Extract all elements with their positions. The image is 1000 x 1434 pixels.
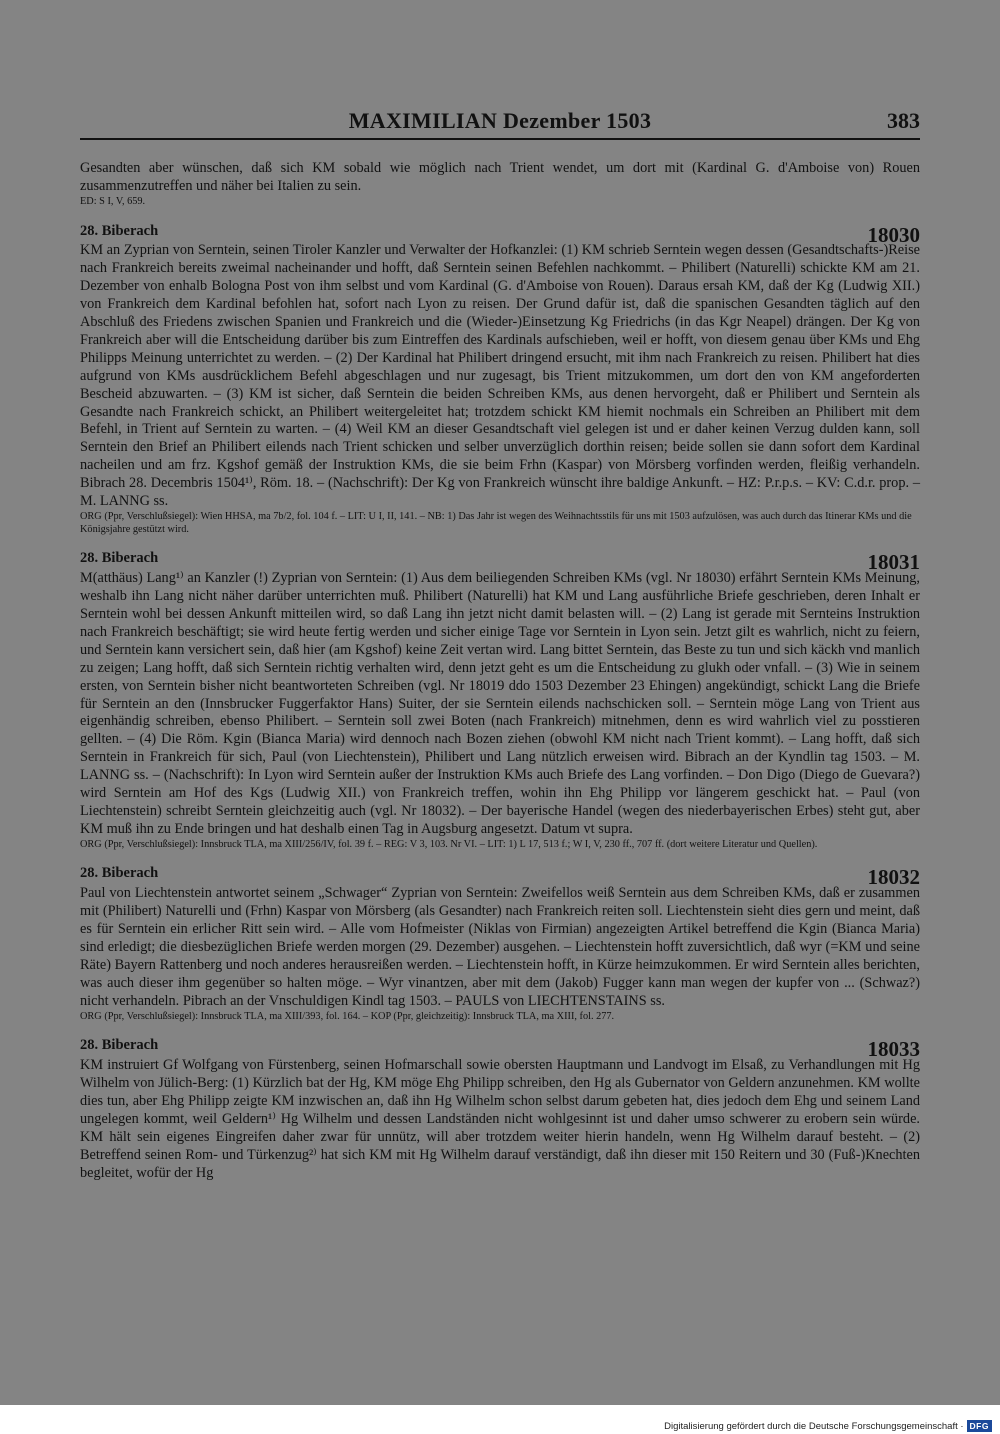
- entry-number: 18033: [867, 1037, 920, 1062]
- page-number: 383: [887, 108, 920, 133]
- entry-place-date: 28. Biberach: [80, 550, 159, 567]
- entry-text: Paul von Liechtenstein antwortet seinem „Schwager“ Zyprian von Serntein: Zweifellos weiß Serntein aus dem Schreiben KMs, daß er zusammen mit (Philibert) Naturelli und (Frhn) Kaspar von Mörsberg (als Gesandter) nach Frankreich reiten soll. Liechtenstein sieht dies gern und meint, daß es für Serntein ein erlicher Ritt sein wird. – Alle vom Hofmeister (Niklas von Firmian) angezeigten Artikel betreffend die Kgin (Bianca Maria) sind erledigt; die diesbezüglichen Briefe werden morgen (29. Dezember) ausgehen. – Liechtenstein hofft zuversichtlich, daß wyr (=KM und seine Räte) Bayern Rattenberg und noch anderes herausreißen werden. – Liechtenstein hofft, in Kürze heimzukommen. Er wird Serntein alles berichten, was auch dieser ihm gegenüber so halten möge. – Wyr vinantzen, aber mit dem (Jakob) Fugger kann man wegen der kupfer von ... (Schwaz?) nicht verhandeln. Pibrach an der Vnschuldigen Kindl tag 1503. – PAULS von LIECHTENSTAINS ss.: [80, 885, 920, 1009]
- dfg-logo-icon: DFG: [967, 1420, 992, 1432]
- entry-source: ORG (Ppr, Verschlußsiegel): Innsbruck TLA, ma XIII/393, fol. 164. – KOP (Ppr, gleichzeitig): Innsbruck TLA, ma XIII, fol. 277.: [80, 1010, 615, 1022]
- entry-heading: [80, 1035, 920, 1062]
- entry-heading: [80, 220, 920, 247]
- entry-place-date: 28. Biberach: [80, 1037, 159, 1054]
- entry-text: KM an Zyprian von Serntein, seinen Tiroler Kanzler und Verwalter der Hofkanzlei: (1) KM schrieb Serntein wegen dessen (Gesandtschafts-)Reise nach Frankreich bereits zweimal nacheinander und hofft, daß Serntein seinen Befehlen nachkommt. – Philibert (Naturelli) schickte KM am 21. Dezember von enhalb Bologna Post von ihm selbst und vom Kardinal (G. d'Amboise von Rouen). Daraus ersah KM, daß der Kg (Ludwig XII.) von Frankreich dem Kardinal befohlen hat, sofort nach Lyon zu reisen. Der Grund dafür ist, daß die spanischen Gesandten täglich auf den Abschluß des Friedens zwischen Spanien und Frankreich und die (Wieder-)Einsetzung Kg Friedrichs (in das Kgr Neapel) drängen. Der Kg von Frankreich aber will die Entscheidung darüber bis zum Eintreffen des Kardinals aufschieben, weil er hofft, von diesem genau über KMs und Ehg Philipps Meinung unterrichtet zu werden. – (2) Der Kardinal hat Philibert dringend ersucht, mit ihm nach Frankreich zu reisen. Philibert hat dies aufgrund von KMs ausdrücklichem Befehl abgeschlagen und nur zugesagt, bis Trient mitzukommen, um dort den von KM angeforderten Bescheid abzuwarten. – (3) KM ist sicher, daß Serntein die beiden Schreiben KMs, aus denen hervorgeht, daß er Philibert und Serntein als Gesandte nach Frankreich schickt, an Philibert weitergeleitet hat; trotzdem schickt KM hiemit nochmals ein Schreiben an Philibert mit dem Befehl, in Trient auf Serntein zu warten. – (4) Weil KM an dieser Gesandtschaft viel gelegen ist und er daher keinen Verzug dulden kann, soll Serntein den Brief an Philibert eilends nach Trient schicken und selber unverzüglich dorthin reisen; beide sollen sie dann sofort dem Kardinal nacheilen und am frz. Kgshof gemäß der Instruktion KMs, die sie beim Frhn (Kaspar) von Mörsberg vorfinden werden, fleißig verhandeln. Bibrach 28. Decembris 1504¹⁾, Röm. 18. – (Nachschrift): Der Kg von Frankreich wünscht ihre baldige Ankunft. – HZ: P.r.p.s. – KV: C.d.r. prop. – M. LANNG ss.: [80, 242, 920, 510]
- running-title: MAXIMILIAN Dezember 1503: [348, 108, 652, 133]
- entry-18032: [80, 863, 920, 1023]
- entry-place-date: 28. Biberach: [80, 222, 159, 239]
- entry-18033: [80, 1035, 920, 1182]
- intro-paragraph: Gesandten aber wünschen, daß sich KM sobald wie möglich nach Trient wendet, um dort mit (Kardinal G. d'Amboise von) Rouen zusammenzutreffen und näher bei Italien zu sein.: [80, 160, 920, 194]
- entry-text: M(atthäus) Lang¹⁾ an Kanzler (!) Zyprian von Serntein: (1) Aus dem beiliegenden Schreiben KMs (vgl. Nr 18030) erfährt Serntein KMs Meinung, weshalb ihn Lang nicht näher darüber unterrichten muß. Philibert (Naturelli) hat KM und Lang ausführliche Briefe geschrieben, deren Inhalt er Serntein wohl bei dessen Ankunft mitteilen wird, so daß Lang ihn jetzt nicht damit belasten will. – (2) Lang ist gerade mit Sernteins Instruktion nach Frankreich beschäftigt; sie wird heute fertig werden und sicher einige Tage vor Serntein in Lyon sein. Jetzt gilt es wahrlich, nicht zu feiern, und Serntein kann versichert sein, daß hier (am Kgshof) keine Zeit vertan wird. Lang bittet Serntein, das Beste zu tun und sich käckh vnd manlich zu zeigen; Lang hofft, daß sich Serntein richtig verhalten wird, denn jetzt geht es um die Entscheidung zu glukh oder vnfall. – (3) Wie in seinem ersten, von Serntein bisher nicht beantworteten Schreiben (vgl. Nr 18019 ddo 1503 Dezember 23 Ehingen) angekündigt, schickt Lang die Briefe für Serntein an den (Innsbrucker Fuggerfaktor Hans) Suiter, der sie Serntein eilends nachschicken soll. – Serntein möge Lang von Trient aus eigenhändig schreiben, ebenso Philibert. – Serntein soll zwei Boten (nach Frankreich) mitnehmen, denn es wird wahrlich viel zu posstieren gellten. – (4) Die Röm. Kgin (Bianca Maria) wird dennoch nach Bozen ziehen (obwohl KM nicht nach Trient kommt). – Lang hofft, daß sich Serntein in Frankreich für sich, Paul (von Liechtenstein), Philibert und Lang nützlich erweisen wird. Bibrach an der Kyndlin tag 1503. – M. LANNG ss. – (Nachschrift): In Lyon wird Serntein außer der Instruktion KMs auch Briefe des Lang vorfinden. – Don Digo (Diego de Guevara?) wird Serntein am Hof des Kgs (Ludwig XII.) von Frankreich treffen, wohin ihn Ehg Philipp vor längerem geschickt hat. – Paul (von Liechtenstein) schreibt Serntein gleichzeitig auch (vgl. Nr 18032). – Der bayerische Handel (wegen des niederbayerischen Erbes) steht gut, aber KM muß ihn zu Ende bringen und hat deshalb einen Tag in Augsburg angesetzt. Datum vt supra.: [80, 570, 920, 837]
- entry-number: 18030: [867, 222, 920, 247]
- header-rule: [80, 138, 920, 140]
- entry-text: KM instruiert Gf Wolfgang von Fürstenberg, seinen Hofmarschall sowie obersten Hauptmann und Landvogt im Elsaß, zu Verhandlungen mit Hg Wilhelm von Jülich-Berg: (1) Kürzlich bat der Hg, KM möge Ehg Philipp schreiben, den Hg als Gubernator von Geldern anzunehmen. KM wollte dies tun, aber Ehg Philipp zeigte KM inzwischen an, daß ihn Hg Wilhelm schon selbst darum gebeten hat, dies jedoch dem Ehg und seinem Land ungelegen kommt, weil Geldern¹⁾ Hg Wilhelm und dessen Landständen nicht wohlgesinnt ist und daher umso schwerer zu erobern sein würde. KM hält sein eigenes Eingreifen daher zwar für unnütz, will aber trotzdem weiter hierin handeln, wenn Hg Wilhelm darauf besteht. – (2) Betreffend seinen Rom- und Türkenzug²⁾ hat sich KM mit Hg Wilhelm darauf verständigt, daß ihn dieser mit 150 Reitern und 30 (Fuß-)Knechten begleitet, wofür der Hg: [80, 1057, 920, 1181]
- entry-18031: [80, 548, 920, 851]
- entry-heading: [80, 863, 920, 890]
- page-header: [80, 108, 920, 138]
- entry-number: 18031: [867, 550, 920, 575]
- intro-source: ED: S I, V, 659.: [80, 195, 146, 207]
- entry-place-date: 28. Biberach: [80, 865, 159, 882]
- entry-source: ORG (Ppr, Verschlußsiegel): Innsbruck TLA, ma XIII/256/IV, fol. 39 f. – REG: V 3, 103. Nr VI. – LIT: 1) L 17, 513 f.; W I, V, 230 ff., 707 ff. (dort weitere Literatur und Quellen).: [80, 838, 818, 850]
- entry-18030: [80, 220, 920, 536]
- digitization-footer: [664, 1419, 992, 1433]
- entry-number: 18032: [867, 865, 920, 890]
- page-body: [80, 160, 920, 1183]
- entry-source: ORG (Ppr, Verschlußsiegel): Wien HHSA, ma 7b/2, fol. 104 f. – LIT: U I, II, 141. – NB: 1) Das Jahr ist wegen des Weihnachtsstils für uns mit 1503 aufzulösen, was auch durch das Itinerar KMs und die Königsjahre gestützt wird.: [80, 511, 912, 535]
- entry-heading: [80, 548, 920, 575]
- footer-credit: Digitalisierung gefördert durch die Deutsche Forschungsgemeinschaft ·: [664, 1420, 964, 1432]
